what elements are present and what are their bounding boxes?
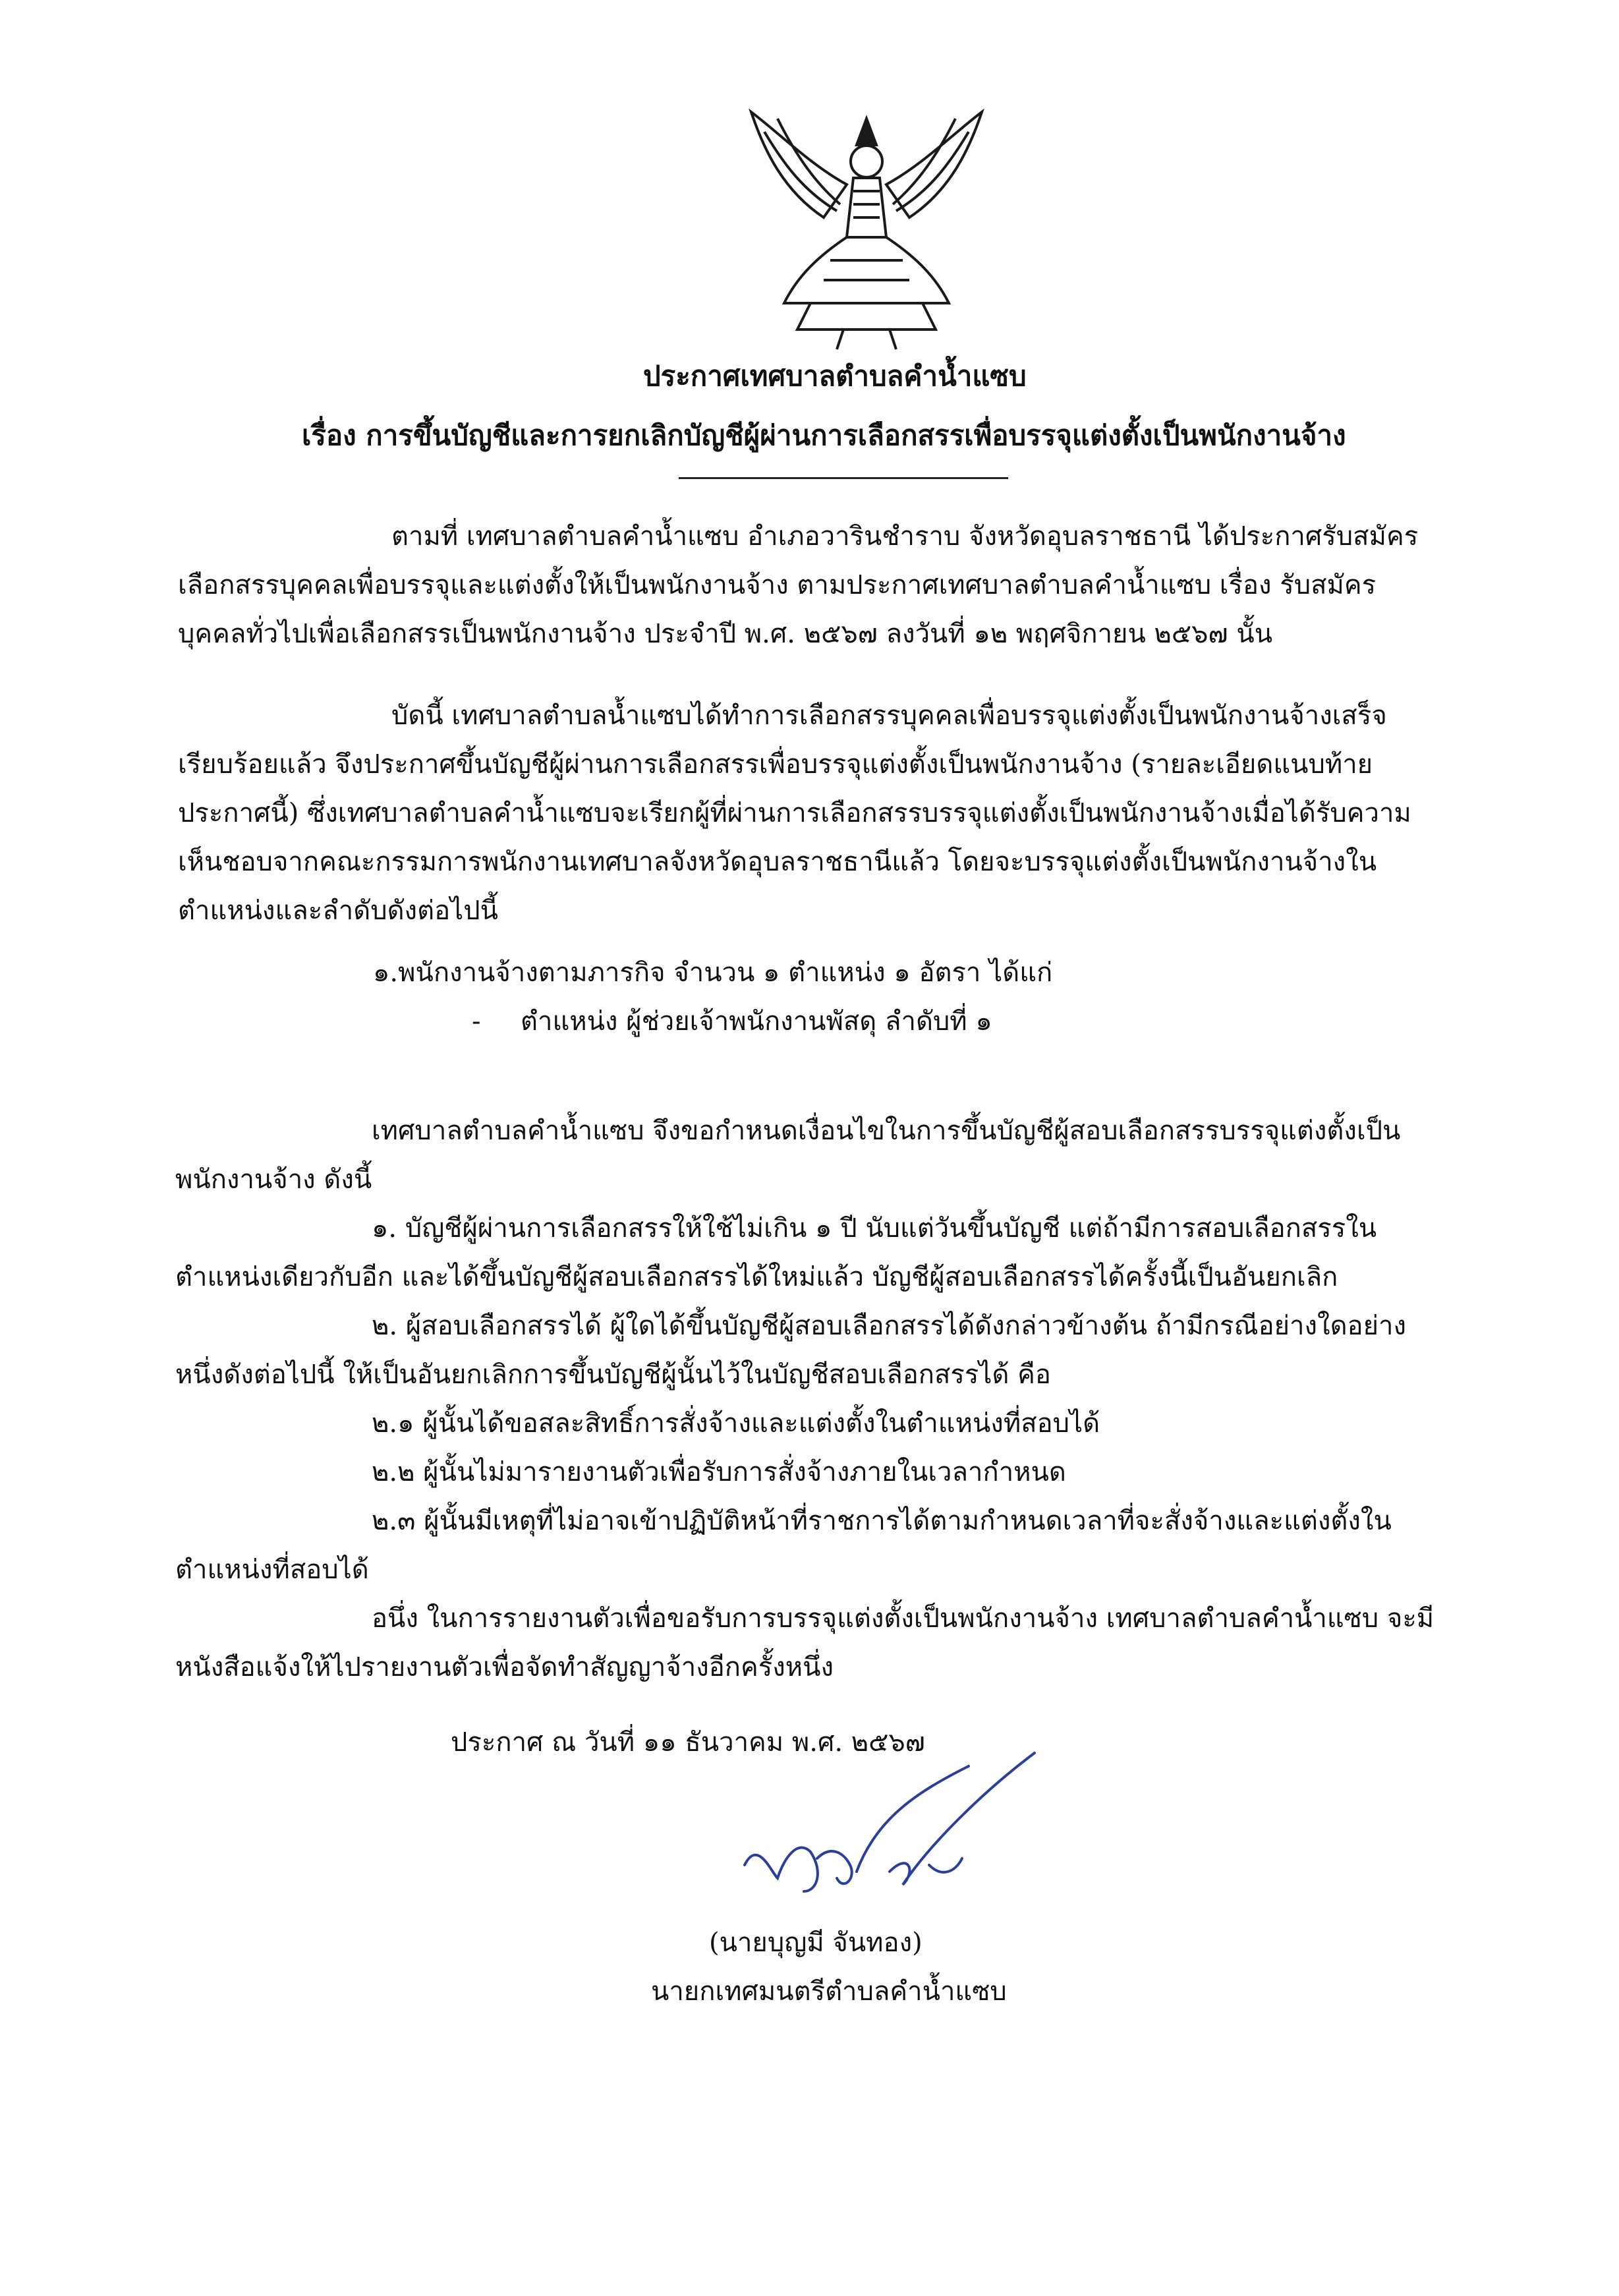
signature-icon (718, 1740, 1087, 1911)
announcement-date: ประกาศ ณ วันที่ ๑๑ ธันวาคม พ.ศ. ๒๕๖๗ (451, 1727, 925, 1758)
paragraph-line: อนึ่ง ในการรายงานตัวเพื่อขอรับการบรรจุแต่งตั้งเป็นพนักงานจ้าง เทศบาลตำบลคำน้ำแซบ จะมี (372, 1603, 1434, 1634)
paragraph-line: เทศบาลตำบลคำน้ำแซบ จึงขอกำหนดเงื่อนไขในการขึ้นบัญชีผู้สอบเลือกสรรบรรจุแต่งตั้งเป็น (372, 1116, 1401, 1146)
paragraph-line: พนักงานจ้าง ดังนี้ (175, 1164, 372, 1195)
paragraph-line: ตำแหน่งและลำดับดังต่อไปนี้ (178, 896, 498, 926)
paragraph-line: หนังสือแจ้งให้ไปรายงานตัวเพื่อจัดทำสัญญาจ้างอีกครั้งหนึ่ง (175, 1652, 834, 1682)
subcondition-line: ๒.๒ ผู้นั้นไม่มารายงานตัวเพื่อรับการสั่งจ้างภายในเวลากำหนด (372, 1457, 1066, 1487)
paragraph-line: บัดนี้ เทศบาลตำบลน้ำแซบได้ทำการเลือกสรรบุคคลเพื่อบรรจุแต่งตั้งเป็นพนักงานจ้างเสร็จ (391, 701, 1387, 731)
list-dash: - (472, 1006, 481, 1037)
condition-line: ๒. ผู้สอบเลือกสรรได้ ผู้ใดได้ขึ้นบัญชีผู้สอบเลือกสรรได้ดังกล่าวข้างต้น ถ้ามีกรณีอย่างใดอย่าง (372, 1311, 1406, 1341)
signer-name: (นายบุญมี จันทอง) (709, 1928, 923, 1958)
document-title: ประกาศเทศบาลตำบลคำน้ำแซบ (643, 360, 1027, 392)
paragraph-line: บุคคลทั่วไปเพื่อเลือกสรรเป็นพนักงานจ้าง ประจำปี พ.ศ. ๒๕๖๗ ลงวันที่ ๑๒ พฤศจิกายน ๒๕๖๗ นั้น (178, 619, 1273, 649)
condition-line: ตำแหน่งเดียวกับอีก และได้ขึ้นบัญชีผู้สอบเลือกสรรได้ใหม่แล้ว บัญชีผู้สอบเลือกสรรได้ครั้งนี้เป็นอันยกเลิก (175, 1262, 1338, 1292)
title-divider (679, 477, 1008, 479)
paragraph-line: ประกาศนี้) ซึ่งเทศบาลตำบลคำน้ำแซบจะเรียกผู้ที่ผ่านการเลือกสรรบรรจุแต่งตั้งเป็นพนักงานจ้างเมื่อได้รับความ (178, 798, 1411, 828)
paragraph-line: เลือกสรรบุคคลเพื่อบรรจุและแต่งตั้งให้เป็นพนักงานจ้าง ตามประกาศเทศบาลตำบลคำน้ำแซบ เรื่อง รับสมัคร (178, 570, 1377, 600)
garuda-emblem-icon (725, 105, 1008, 356)
condition-line: ๑. บัญชีผู้ผ่านการเลือกสรรให้ใช้ไม่เกิน ๑ ปี นับแต่วันขึ้นบัญชี แต่ถ้ามีการสอบเลือกสรรใน (372, 1213, 1377, 1244)
subcondition-line: ๒.๓ ผู้นั้นมีเหตุที่ไม่อาจเข้าปฏิบัติหน้าที่ราชการได้ตามกำหนดเวลาที่จะสั่งจ้างและแต่งตั้งใน (372, 1506, 1392, 1536)
paragraph-line: เห็นชอบจากคณะกรรมการพนักงานเทศบาลจังหวัดอุบลราชธานีแล้ว โดยจะบรรจุแต่งตั้งเป็นพนักงานจ้างใน (178, 847, 1377, 877)
list-subitem: ตำแหน่ง ผู้ช่วยเจ้าพนักงานพัสดุ ลำดับที่ ๑ (521, 1006, 992, 1037)
condition-line: หนึ่งดังต่อไปนี้ ให้เป็นอันยกเลิกการขึ้นบัญชีผู้นั้นไว้ในบัญชีสอบเลือกสรรได้ คือ (175, 1360, 1051, 1390)
paragraph-line: เรียบร้อยแล้ว จึงประกาศขึ้นบัญชีผู้ผ่านการเลือกสรรเพื่อบรรจุแต่งตั้งเป็นพนักงานจ้าง (รายละเอียดแนบท้าย (178, 749, 1373, 780)
subcondition-line: ๒.๑ ผู้นั้นได้ขอสละสิทธิ์การสั่งจ้างและแต่งตั้งในตำแหน่งที่สอบได้ (372, 1408, 1100, 1439)
paragraph-line: ตามที่ เทศบาลตำบลคำน้ำแซบ อำเภอวารินชำราบ จังหวัดอุบลราชธานี ได้ประกาศรับสมัคร (391, 521, 1419, 552)
signer-title: นายกเทศมนตรีตำบลคำน้ำแซบ (651, 1976, 1007, 2007)
document-subject: เรื่อง การขึ้นบัญชีและการยกเลิกบัญชีผู้ผ่านการเลือกสรรเพื่อบรรจุแต่งตั้งเป็นพนักงานจ้าง (302, 419, 1346, 451)
list-item: ๑.พนักงานจ้างตามภารกิจ จำนวน ๑ ตำแหน่ง ๑ อัตรา ได้แก่ (373, 958, 1053, 988)
subcondition-line: ตำแหน่งที่สอบได้ (175, 1555, 369, 1585)
